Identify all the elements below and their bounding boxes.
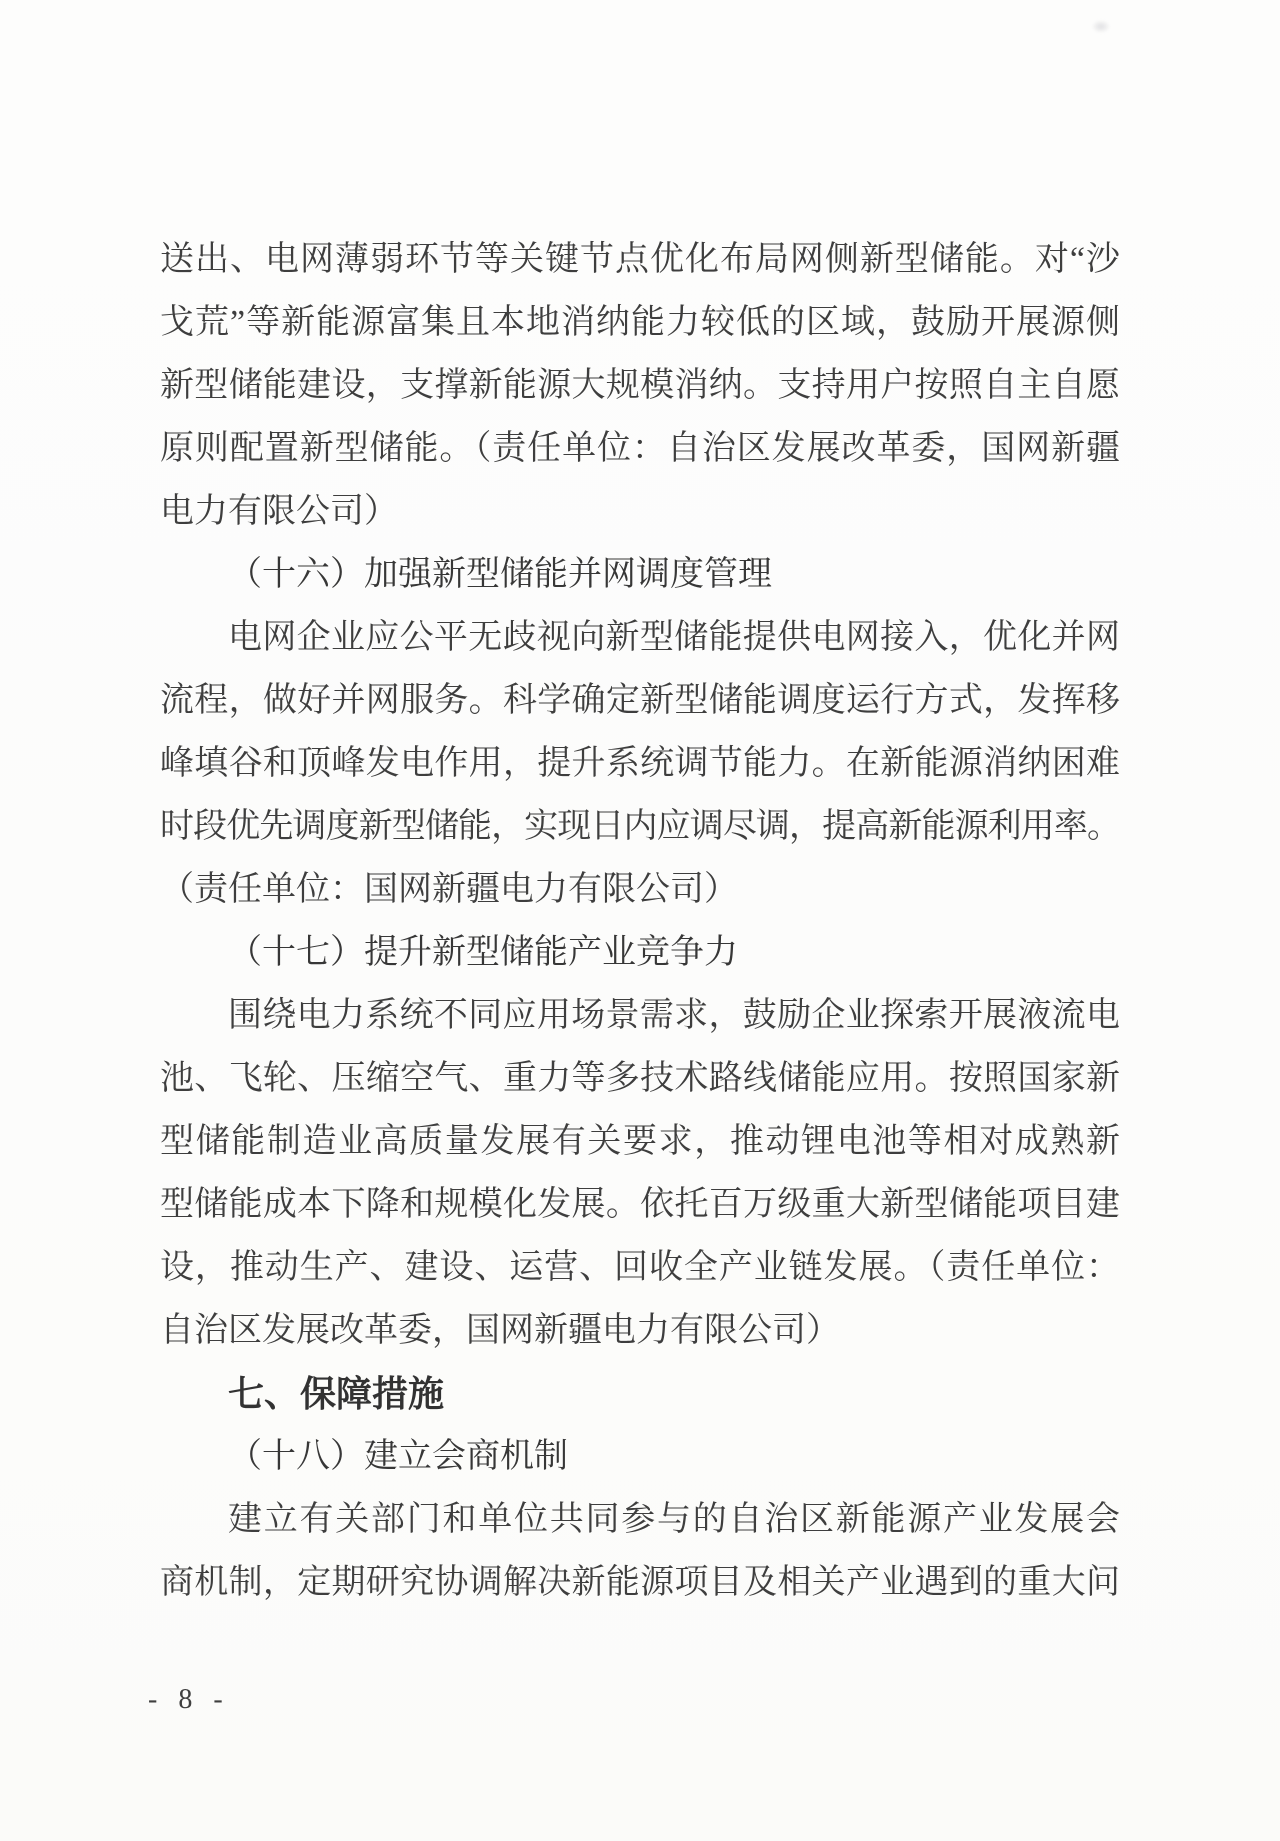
scan-smudge: [1092, 20, 1110, 33]
document-body: [160, 228, 1120, 1614]
body-line: 商机制，定期研究协调解决新能源项目及相关产业遇到的重大问: [160, 1564, 1120, 1601]
body-line: 戈荒”等新能源富集且本地消纳能力较低的区域，鼓励开展源侧: [160, 304, 1120, 341]
section-heading-17: （十七）提升新型储能产业竞争力: [228, 934, 738, 971]
section-heading-16: （十六）加强新型储能并网调度管理: [228, 556, 772, 593]
body-line: 新型储能建设，支撑新能源大规模消纳。支持用户按照自主自愿: [160, 367, 1120, 404]
page-number: - 8 -: [148, 1684, 225, 1715]
body-line: （责任单位：国网新疆电力有限公司）: [160, 871, 738, 908]
body-line: 原则配置新型储能。（责任单位：自治区发展改革委，国网新疆: [160, 430, 1120, 467]
chapter-heading-7: 七、保障措施: [228, 1373, 445, 1414]
body-line: 型储能制造业高质量发展有关要求，推动锂电池等相对成熟新: [160, 1123, 1120, 1160]
body-line: 电网企业应公平无歧视向新型储能提供电网接入，优化并网: [228, 619, 1120, 656]
body-line: 池、飞轮、压缩空气、重力等多技术路线储能应用。按照国家新: [160, 1060, 1120, 1097]
body-line: 围绕电力系统不同应用场景需求，鼓励企业探索开展液流电: [228, 997, 1120, 1034]
section-heading-18: （十八）建立会商机制: [228, 1438, 568, 1475]
body-line: 自治区发展改革委，国网新疆电力有限公司）: [160, 1312, 840, 1349]
body-line: 设，推动生产、建设、运营、回收全产业链发展。（责任单位：: [160, 1249, 1120, 1286]
body-line: 时段优先调度新型储能，实现日内应调尽调，提高新能源利用率。: [160, 808, 1120, 845]
body-line: 峰填谷和顶峰发电作用，提升系统调节能力。在新能源消纳困难: [160, 745, 1120, 782]
body-line: 送出、电网薄弱环节等关键节点优化布局网侧新型储能。对“沙: [160, 241, 1120, 278]
body-line: 建立有关部门和单位共同参与的自治区新能源产业发展会: [228, 1501, 1120, 1538]
body-line: 电力有限公司）: [160, 493, 398, 530]
body-line: 流程，做好并网服务。科学确定新型储能调度运行方式，发挥移: [160, 682, 1120, 719]
body-line: 型储能成本下降和规模化发展。依托百万级重大新型储能项目建: [160, 1186, 1120, 1223]
